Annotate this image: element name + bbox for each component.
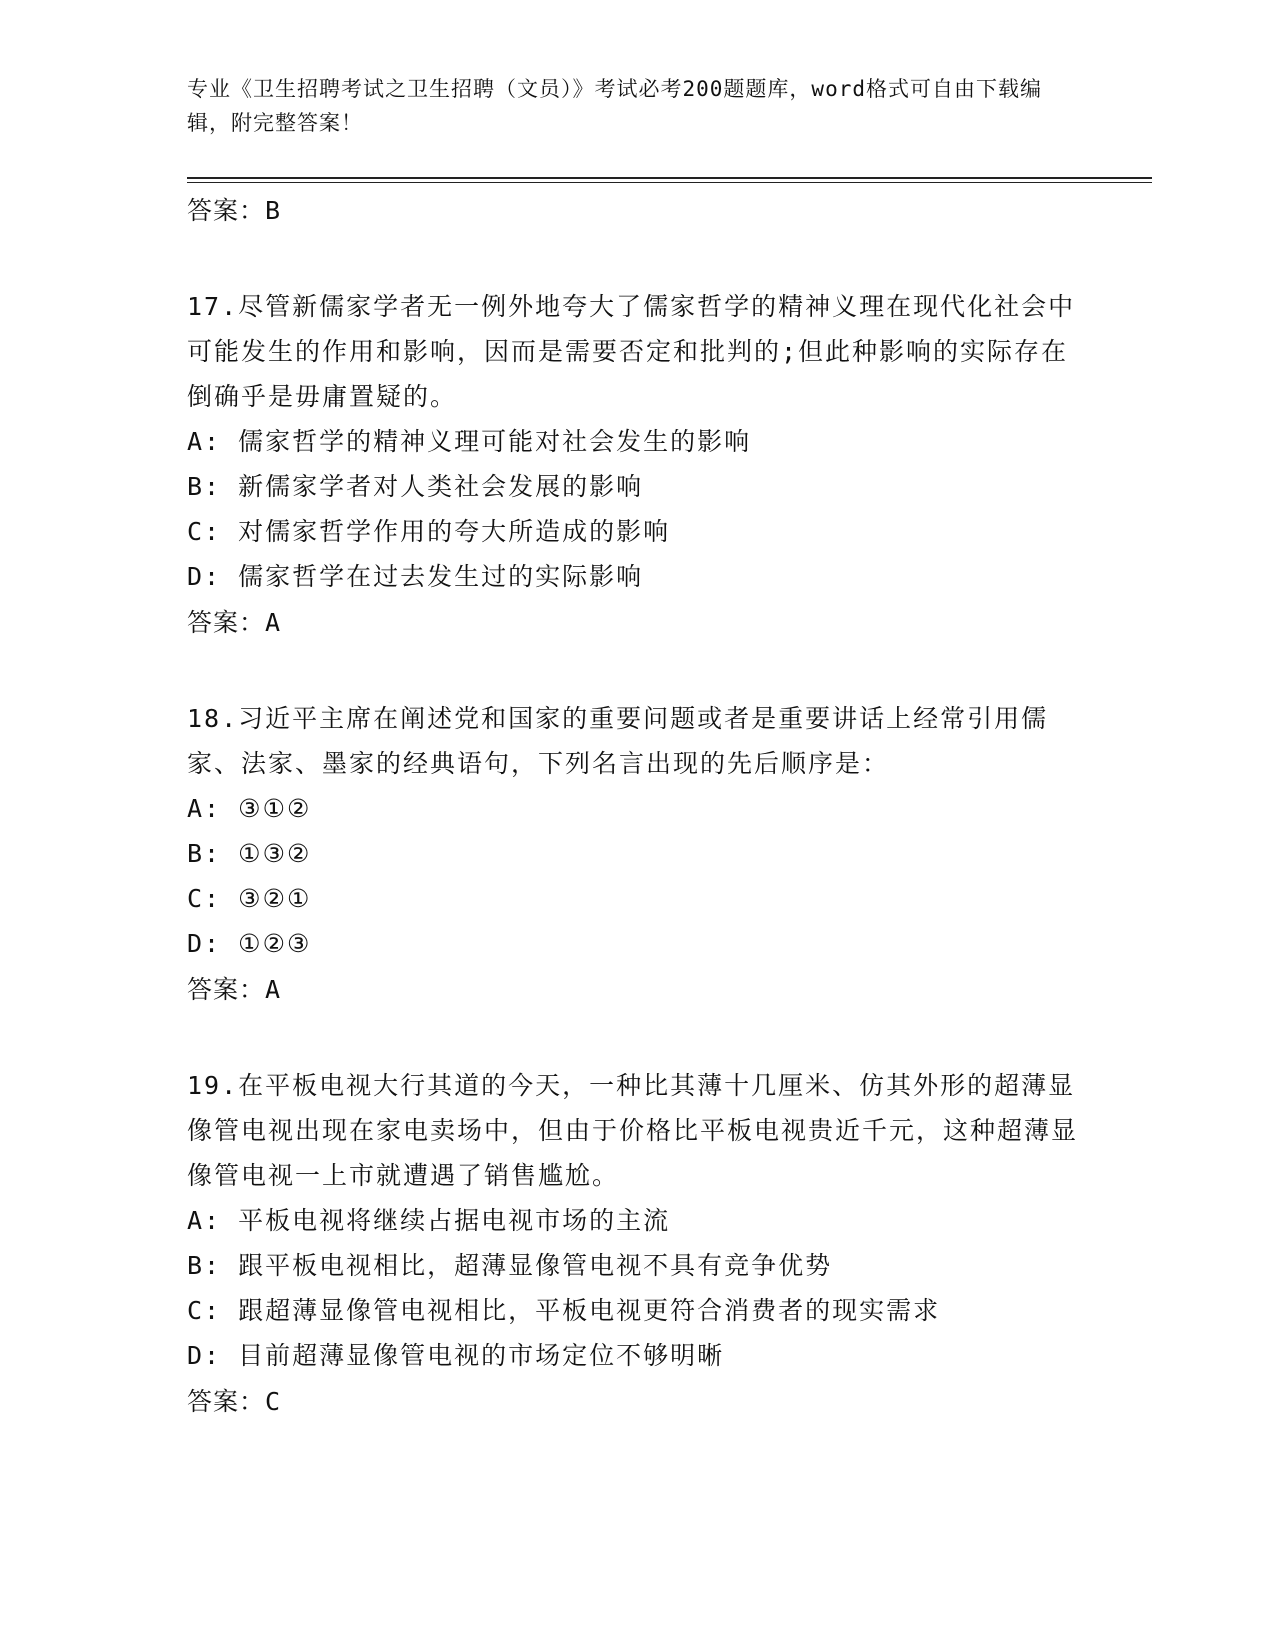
header-divider xyxy=(187,177,1152,179)
option-text: 儒家哲学在过去发生过的实际影响 xyxy=(238,562,644,591)
option-b xyxy=(187,1243,1087,1288)
option-key: A: xyxy=(187,1206,222,1235)
option-key: D: xyxy=(187,562,222,591)
option-text: 儒家哲学的精神义理可能对社会发生的影响 xyxy=(238,427,752,456)
question-stem: 19.在平板电视大行其道的今天，一种比其薄十几厘米、仿其外形的超薄显像管电视出现在家电卖场中，但由于价格比平板电视贵近千元，这种超薄显像管电视一上市就遭遇了销售尴尬。 xyxy=(187,1071,1079,1190)
option-key: B: xyxy=(187,1251,222,1280)
option-key: B: xyxy=(187,839,222,868)
option-c xyxy=(187,1288,1087,1333)
question-18 xyxy=(187,696,1087,1014)
option-text: 跟平板电视相比，超薄显像管电视不具有竞争优势 xyxy=(238,1251,833,1280)
question-list xyxy=(187,187,1087,1426)
option-key: C: xyxy=(187,884,222,913)
option-text: ①②③ xyxy=(238,929,312,958)
option-text: 跟超薄显像管电视相比，平板电视更符合消费者的现实需求 xyxy=(238,1296,941,1325)
option-key: A: xyxy=(187,794,222,823)
header-divider-thin xyxy=(187,182,1152,183)
page-header: 专业《卫生招聘考试之卫生招聘（文员）》考试必考200题题库，word格式可自由下载编辑，附完整答案！ xyxy=(187,77,1042,135)
option-text: ①③② xyxy=(238,839,312,868)
option-d xyxy=(187,921,1087,966)
option-key: D: xyxy=(187,1341,222,1370)
option-text: 平板电视将继续占据电视市场的主流 xyxy=(238,1206,671,1235)
answer: 答案：C xyxy=(187,1387,282,1416)
option-text: ③②① xyxy=(238,884,312,913)
option-d xyxy=(187,1333,1087,1378)
option-a xyxy=(187,419,1087,464)
option-key: C: xyxy=(187,517,222,546)
option-c xyxy=(187,876,1087,921)
question-17 xyxy=(187,284,1087,647)
question-stem: 17.尽管新儒家学者无一例外地夸大了儒家哲学的精神义理在现代化社会中可能发生的作用和影响，因而是需要否定和批判的;但此种影响的实际存在倒确乎是毋庸置疑的。 xyxy=(187,292,1076,411)
option-key: C: xyxy=(187,1296,222,1325)
option-a xyxy=(187,1198,1087,1243)
option-b xyxy=(187,831,1087,876)
option-c xyxy=(187,509,1087,554)
option-key: D: xyxy=(187,929,222,958)
option-key: B: xyxy=(187,472,222,501)
option-text: 对儒家哲学作用的夸大所造成的影响 xyxy=(238,517,671,546)
answer: 答案：A xyxy=(187,975,282,1004)
option-text: 新儒家学者对人类社会发展的影响 xyxy=(238,472,644,501)
question-stem: 18.习近平主席在阐述党和国家的重要问题或者是重要讲话上经常引用儒家、法家、墨家的经典语句，下列名言出现的先后顺序是： xyxy=(187,704,1049,778)
option-text: 目前超薄显像管电视的市场定位不够明晰 xyxy=(238,1341,725,1370)
answer: 答案：A xyxy=(187,608,282,637)
option-a xyxy=(187,786,1087,831)
option-b xyxy=(187,464,1087,509)
option-d xyxy=(187,554,1087,599)
option-key: A: xyxy=(187,427,222,456)
previous-answer: 答案：B xyxy=(187,196,282,225)
question-19 xyxy=(187,1063,1087,1426)
option-text: ③①② xyxy=(238,794,312,823)
